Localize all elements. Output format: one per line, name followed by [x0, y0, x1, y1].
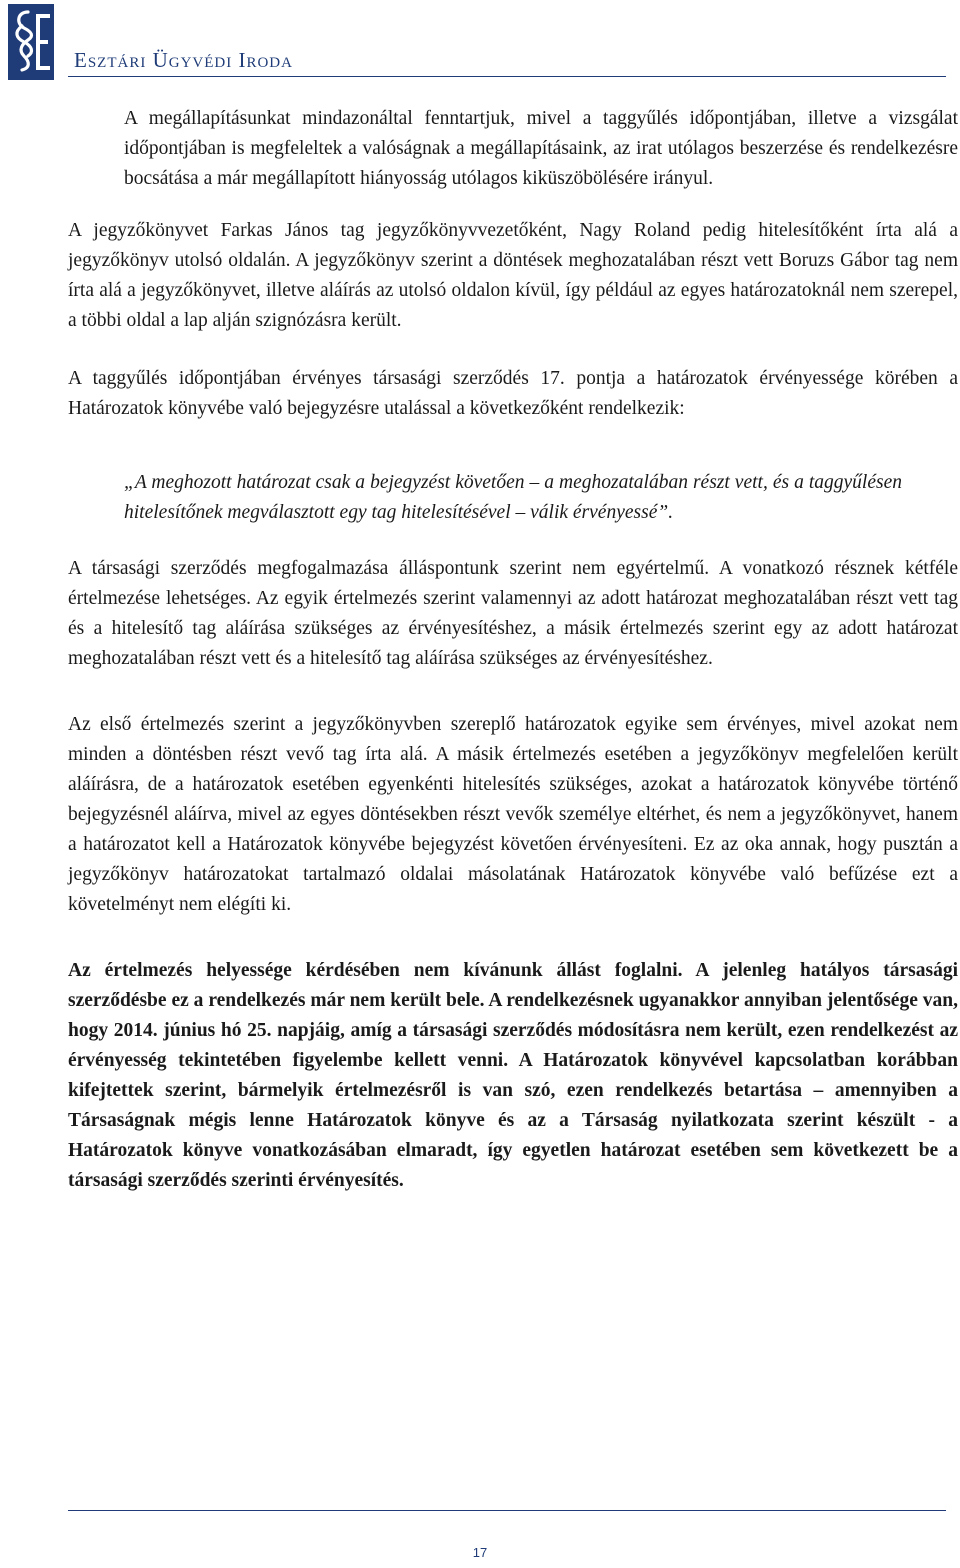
header-divider [68, 76, 946, 77]
paragraph-5: Az első értelmezés szerint a jegyzőkönyvben szereplő határozatok egyike sem érvényes, mivel azokat nem minden a döntésben részt vevő tag írta alá. A másik értelmezés esetében a jegyzőkönyv megfelelően került aláírásra, de a határozatok esetében egyenkénti hitelesítés szükséges, azokat a határozatok könyvébe történő bejegyzésnél aláírva, mivel az egyes döntésekben részt vevők személye eltérhet, és nem a jegyzőkönyvet, hanem a határozatot kell a Határozatok könyvébe bejegyzést követően érvényesíteni. Ez az oka annak, hogy pusztán a jegyzőkönyv határozatokat tartalmazó oldalai másolatának Határozatok könyvébe való befűzése ezt a követelményt nem elégíti ki. [68, 714, 958, 915]
paragraph-1: A megállapításunkat mindazonáltal fenntartjuk, mivel a taggyűlés időpontjában, illetve a vizsgálat időpontjában is megfeleltek a valóságnak a megállapításaink, az irat utólagos beszerzése és rendelkezésre bocsátása a már megállapított hiányosság utólagos kiküszöbölésére irányul. [124, 108, 958, 189]
paragraph-2: A jegyzőkönyvet Farkas János tag jegyzőkönyvvezetőként, Nagy Roland pedig hitelesítőként írta alá a jegyzőkönyv utolsó oldalán. A jegyzőkönyv szerint a döntések meghozatalában részt vett Boruzs Gábor tag nem írta alá a jegyzőkönyvet, illetve aláírás az utolsó oldalon kívül, így például az egyes határozatoknál nem szerepel, a többi oldal a lap alján szignózásra került. [68, 220, 958, 331]
page-header [0, 0, 960, 80]
paragraph-4: A társasági szerződés megfogalmazása álláspontunk szerint nem egyértelmű. A vonatkozó résznek kétféle értelmezése lehetséges. Az egyik értelmezés szerint valamennyi az adott határozat meghozatalában részt vett tag és a hitelesítő tag aláírása szükséges az érvényesítéshez, a másik értelmezés szerint egy az adott határozat meghozatalában részt vett és a hitelesítő tag aláírása szükséges az érvényesítéshez. [68, 558, 958, 669]
paragraph-6-bold: Az értelmezés helyessége kérdésében nem kívánunk állást foglalni. A jelenleg hatályos társasági szerződésbe ez a rendelkezés már nem került bele. A rendelkezésnek ugyanakkor annyiban jelentősége van, hogy 2014. június hó 25. napjáig, amíg a társasági szerződés módosításra nem került, ezen rendelkezést az érvényesség tekintetében figyelembe kellett venni. A Határozatok könyvével kapcsolatban korábban kifejtettek szerint, bármelyik értelmezésről is van szó, ezen rendelkezés betartása – amennyiben a Társaságnak mégis lenne Határozatok könyve és az a Társaság nyilatkozata szerint készült - a Határozatok könyve vonatkozásában elmaradt, így egyetlen határozat esetében sem következett be a társasági szerződés szerinti érvényesítés. [68, 960, 958, 1191]
paragraph-3: A taggyűlés időpontjában érvényes társasági szerződés 17. pontja a határozatok érvényessége körében a Határozatok könyvébe való bejegyzésre utalással a következőként rendelkezik: [68, 368, 958, 419]
footer-divider [68, 1510, 946, 1511]
firm-name: Esztári Ügyvédi Iroda [74, 48, 293, 72]
section-sign-e-logo-icon [8, 4, 54, 80]
page-number: 17 [472, 1545, 488, 1560]
document-body [68, 104, 958, 1196]
quote-paragraph: „A meghozott határozat csak a bejegyzést követően – a meghozatalában részt vett, és a taggyűlésen hitelesítőnek megválasztott egy tag hitelesítésével – válik érvényessé”. [124, 472, 902, 523]
